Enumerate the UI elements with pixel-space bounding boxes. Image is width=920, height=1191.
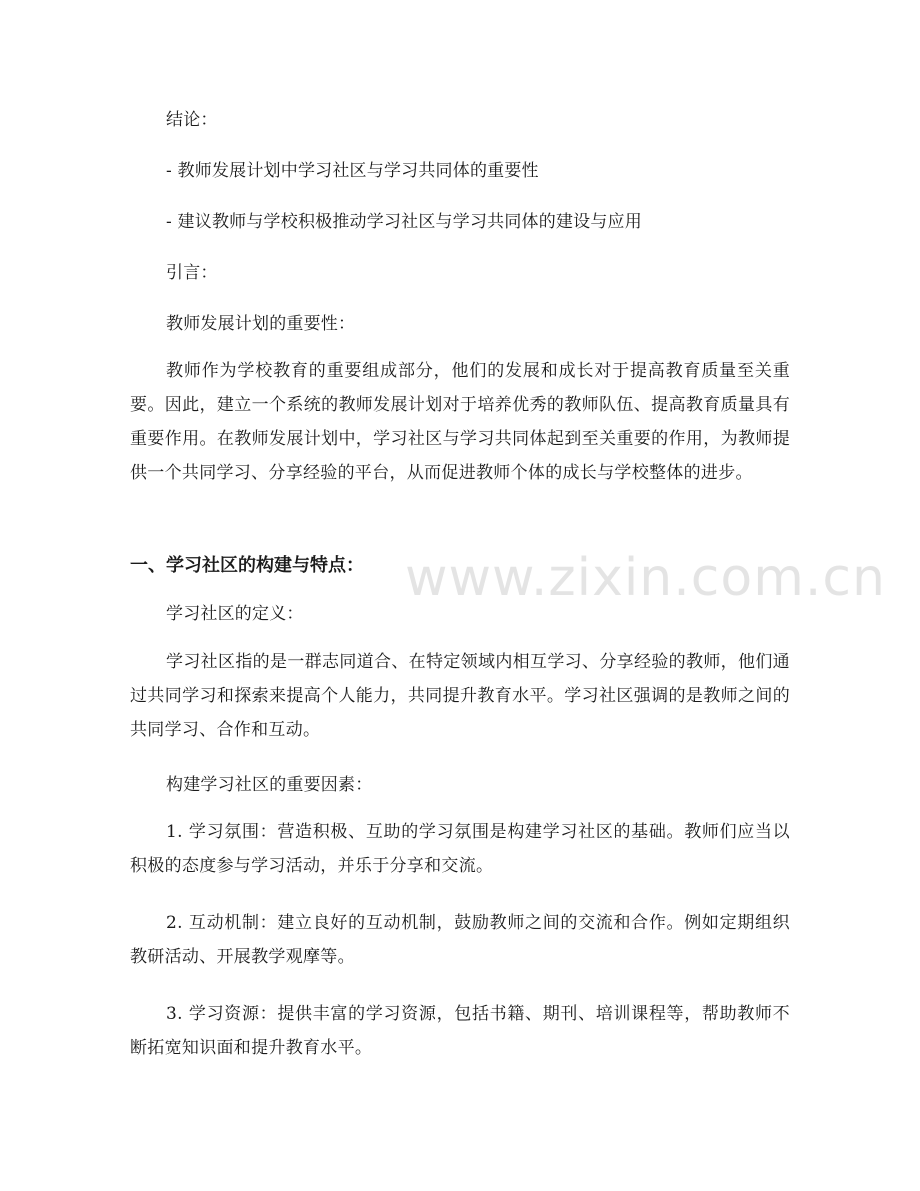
conclusion-label: 结论：: [166, 110, 218, 130]
definition-paragraph: 学习社区指的是一群志同道合、在特定领域内相互学习、分享经验的教师，他们通过共同学习和探索来提高个人能力，共同提升教育水平。学习社区强调的是教师之间的共同学习、合作和互动。: [130, 652, 790, 740]
factor-item-3: 3. 学习资源：提供丰富的学习资源，包括书籍、期刊、培训课程等，帮助教师不断拓宽知识面和提升教育水平。: [130, 1004, 790, 1058]
factor-item-2: 2. 互动机制：建立良好的互动机制，鼓励教师之间的交流和合作。例如定期组织教研活动、开展教学观摩等。: [130, 913, 790, 967]
intro-label: 引言：: [166, 263, 218, 283]
section-heading-1: 一、学习社区的构建与特点：: [130, 555, 364, 576]
watermark-logo: www.zixin.com.cn: [405, 548, 886, 608]
definition-label: 学习社区的定义：: [166, 604, 304, 624]
importance-label: 教师发展计划的重要性：: [166, 314, 356, 334]
factor-item-1: 1. 学习氛围：营造积极、互助的学习氛围是构建学习社区的基础。教师们应当以积极的态度参与学习活动，并乐于分享和交流。: [130, 822, 790, 876]
conclusion-point-2: - 建议教师与学校积极推动学习社区与学习共同体的建设与应用: [166, 212, 642, 232]
importance-paragraph: 教师作为学校教育的重要组成部分，他们的发展和成长对于提高教育质量至关重要。因此，建立一个系统的教师发展计划对于培养优秀的教师队伍、提高教育质量具有重要作用。在教师发展计划中，学习社区与学习共同体起到至关重要的作用，为教师提供一个共同学习、分享经验的平台，从而促进教师个体的成长与学校整体的进步。: [130, 361, 790, 483]
conclusion-point-1: - 教师发展计划中学习社区与学习共同体的重要性: [166, 161, 539, 181]
factors-label: 构建学习社区的重要因素：: [166, 775, 373, 795]
